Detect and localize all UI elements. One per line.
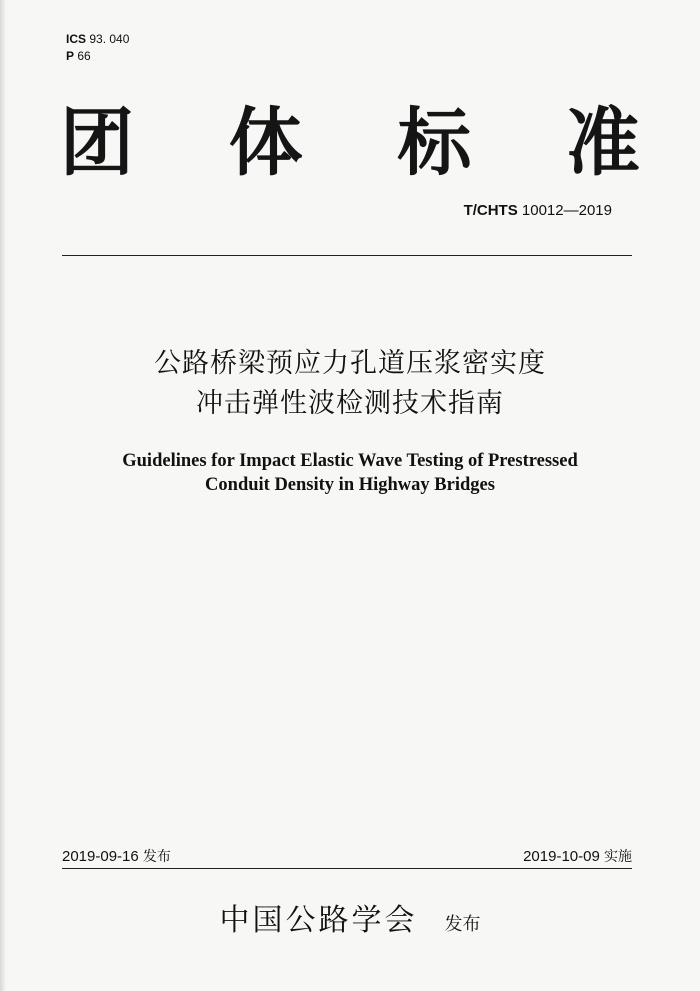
issue-label: 发布 — [142, 849, 171, 865]
ics-value: 93. 040 — [89, 32, 130, 46]
title-char: 标 — [397, 100, 472, 186]
publisher-action: 发布 — [444, 914, 481, 935]
standard-number — [464, 202, 612, 219]
ics-label: ICS — [66, 32, 87, 46]
class-label: P — [66, 49, 75, 63]
effective-label: 实施 — [604, 849, 632, 865]
class-value: 66 — [77, 49, 91, 63]
title-char: 团 — [60, 100, 134, 186]
ics-code — [66, 31, 129, 48]
standard-code: 10012—2019 — [521, 202, 612, 219]
title-char: 体 — [228, 100, 303, 186]
chinese-title-line1: 公路桥梁预应力孔道压浆密实度 — [154, 348, 546, 379]
publisher-org: 中国公路学会 — [219, 903, 418, 938]
english-title-line2: Conduit Density in Highway Bridges — [205, 475, 495, 495]
top-divider — [62, 255, 632, 256]
date-row — [62, 846, 632, 866]
classification-codes — [66, 31, 129, 65]
chinese-title-line2: 冲击弹性波检测技术指南 — [196, 388, 504, 419]
effective-date: 2019-10-09 — [523, 848, 600, 865]
standard-prefix: T/CHTS — [463, 202, 518, 219]
bottom-divider — [62, 868, 632, 869]
effective-date-block — [523, 846, 632, 866]
standard-type-title — [60, 98, 640, 188]
chinese-title — [0, 344, 700, 424]
class-code — [66, 48, 129, 65]
english-title-line1: Guidelines for Impact Elastic Wave Testing of Prestressed — [122, 451, 578, 471]
title-char: 准 — [565, 100, 640, 186]
issue-date: 2019-09-16 — [62, 848, 139, 865]
english-title — [0, 449, 700, 497]
publisher-line — [0, 895, 700, 939]
issue-date-block — [62, 846, 171, 866]
